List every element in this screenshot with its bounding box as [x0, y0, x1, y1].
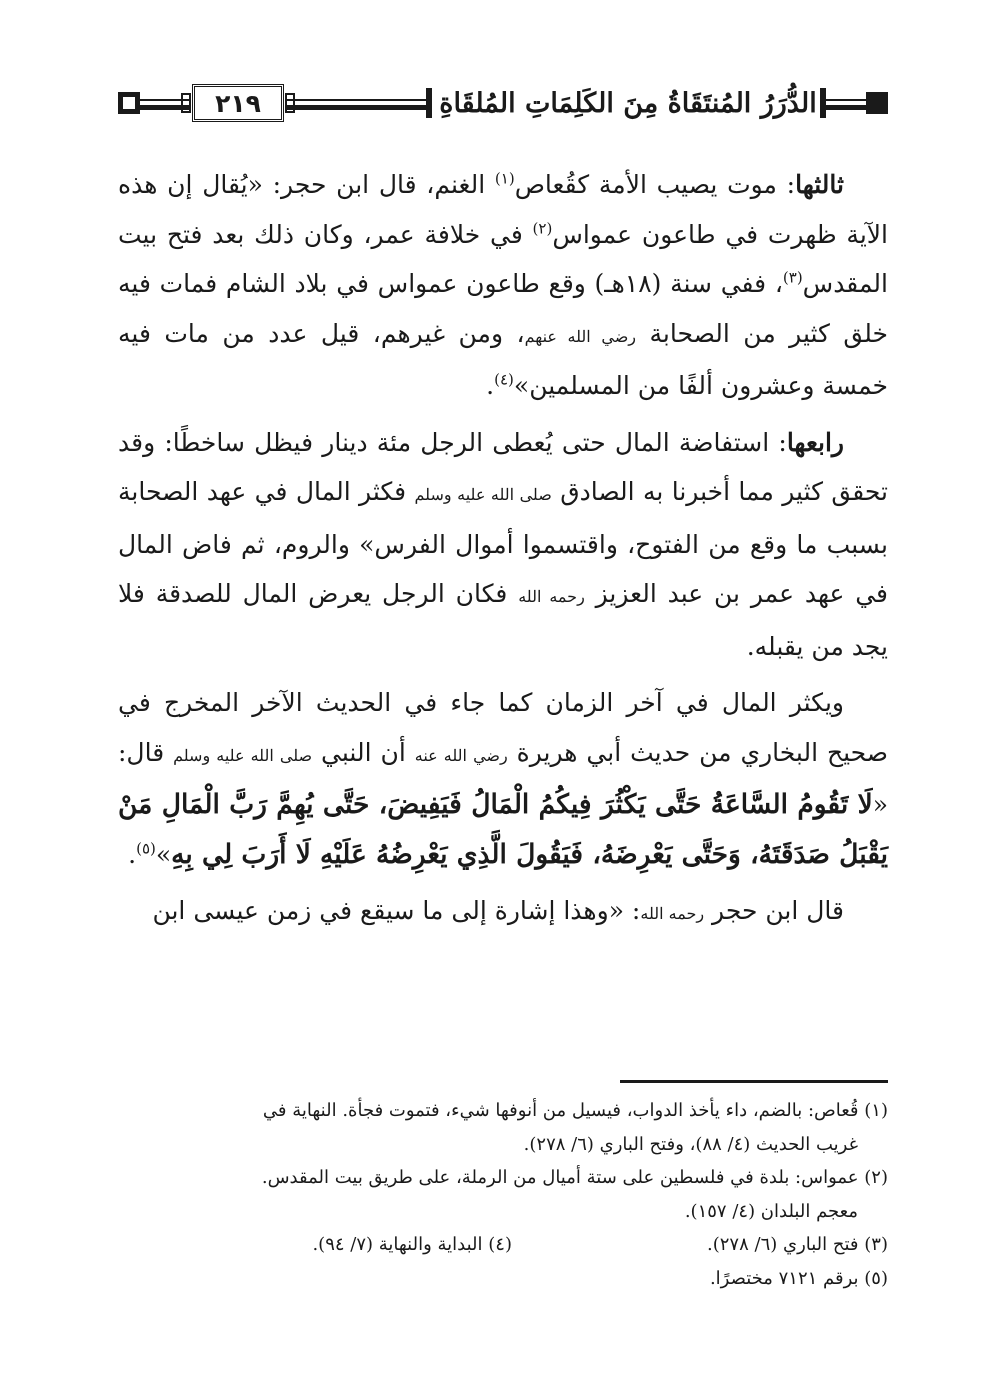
- footnote-4: (٤) البداية والنهاية (٧/ ٩٤).: [312, 1234, 512, 1255]
- footnote-separator: [620, 1080, 888, 1083]
- footnote-2: [118, 1161, 888, 1228]
- footnotes: [118, 1094, 888, 1295]
- paragraph-label: رابعها: [786, 427, 844, 457]
- footnote-5: (٥) برقم ٧١٢١ مختصرًا.: [709, 1267, 888, 1289]
- footnote-text-continued: غريب الحديث (٤/ ٨٨)، وفتح الباري (٦/ ٢٧٨).: [523, 1133, 858, 1155]
- footnote-ref-3: (٣): [782, 268, 803, 287]
- footnote-3: (٣) فتح الباري (٦/ ٢٧٨).: [707, 1234, 888, 1255]
- header-rule: [286, 105, 428, 110]
- text-segment: .: [128, 839, 137, 869]
- footnote-text: (١) قُعاص: بالضم، داء يأخذ الدواب، فيسيل من أنوفها شيء، فتموت فجأة. النهاية في: [262, 1100, 888, 1121]
- paragraph-third-sign: [118, 160, 888, 411]
- footnote-1: [118, 1094, 888, 1161]
- honorific-glyph: رحمه الله: [640, 904, 705, 923]
- header-rule: [286, 99, 428, 101]
- text-segment: .: [486, 371, 495, 400]
- text-segment: : «وهذا إشارة إلى ما سيقع في زمن عيسى ابن: [152, 896, 641, 925]
- paragraph-ibn-hajar: [118, 886, 888, 939]
- header-divider-bar: [820, 88, 826, 118]
- hadith-quote: لَا تَقُومُ السَّاعَةُ حَتَّى يَكْثُرَ فِيكُمُ الْمَالُ فَيَفِيضَ، حَتَّى يُهِمَّ رَبَّ الْمَالِ مَنْ يَقْبَلُ صَدَقَتَهُ، وَحَتَّى يَعْرِضَهُ، فَيَقُولَ الَّذِي يَعْرِضُهُ عَلَيْهِ لَا أَرَبَ لِي بِهِ: [118, 789, 888, 870]
- footnote-ref-1: (١): [494, 169, 515, 188]
- honorific-glyph: رضي الله عنهم: [524, 326, 637, 346]
- header-ornament-square-right: [866, 92, 888, 114]
- text-segment: : استفاضة المال حتى يُعطى الرجل مئة دينار فيظل ساخطًا: وقد تحقق كثير مما أخبرنا به الصادق: [118, 427, 889, 506]
- text-segment: فكثر المال في عهد الصحابة بسبب ما وقع من الفتوح، واقتسموا أموال الفرس» والروم، ثم فاض المال في عهد عمر بن عبد العزيز: [118, 477, 888, 608]
- footnote-ref-5: (٥): [136, 839, 156, 858]
- honorific-glyph: صلى الله عليه وسلم: [173, 745, 313, 765]
- text-segment: قال ابن حجر: [704, 896, 844, 925]
- page-number: ٢١٩: [192, 84, 284, 122]
- running-title: الدُّرَرُ المُنتَقَاةُ مِنَ الكَلِمَاتِ المُلقَاةِ: [439, 87, 817, 119]
- text-segment: ، ومن غيرهم، قيل عدد من مات فيه خمسة وعشرون ألفًا من المسلمين»: [118, 318, 888, 400]
- main-text: [118, 160, 888, 939]
- header-rule: [826, 99, 866, 101]
- text-segment: ويكثر المال في آخر الزمان كما جاء في الحديث الآخر المخرج في صحيح البخاري من حديث أبي هريرة: [118, 688, 889, 767]
- footnote-text-continued: معجم البلدان (٤/ ١٥٧).: [684, 1200, 858, 1222]
- text-segment: ، ففي سنة (١٨هـ) وقع طاعون عمواس في بلاد الشام فمات فيه خلق كثير من الصحابة: [118, 269, 889, 348]
- header-ornament-square-left: [118, 92, 140, 114]
- header-divider-bar: [426, 88, 432, 118]
- text-segment: فكان الرجل يعرض المال للصدقة فلا يجد من يقبله.: [118, 579, 888, 661]
- footnote-text: (٢) عمواس: بلدة في فلسطين على ستة أميال من الرملة، على طريق بيت المقدس.: [261, 1167, 888, 1188]
- paragraph-hadith: [118, 678, 888, 879]
- text-segment: : موت يصيب الأمة كقُعاص: [514, 170, 796, 199]
- text-segment: في خلافة عمر، وكان ذلك بعد فتح بيت المقدس: [118, 219, 888, 298]
- text-segment: قال: «: [118, 737, 888, 819]
- header-rule: [826, 105, 866, 110]
- paragraph-label: ثالثها: [795, 170, 844, 199]
- honorific-glyph: صلى الله عليه وسلم: [414, 485, 552, 504]
- running-header: [118, 84, 888, 126]
- text-segment: »: [155, 839, 172, 869]
- honorific-glyph: رضي الله عنه: [414, 745, 508, 765]
- paragraph-fourth-sign: [118, 418, 888, 672]
- honorific-glyph: رحمه الله: [518, 587, 585, 606]
- footnote-row: [118, 1228, 888, 1262]
- text-segment: أن النبي: [312, 737, 415, 767]
- text-segment: الغنم، قال ابن حجر: «يُقال إن هذه الآية ظهرت في طاعون عمواس: [118, 170, 888, 249]
- footnote-ref-4: (٤): [494, 370, 514, 389]
- footnote-ref-2: (٢): [532, 219, 553, 238]
